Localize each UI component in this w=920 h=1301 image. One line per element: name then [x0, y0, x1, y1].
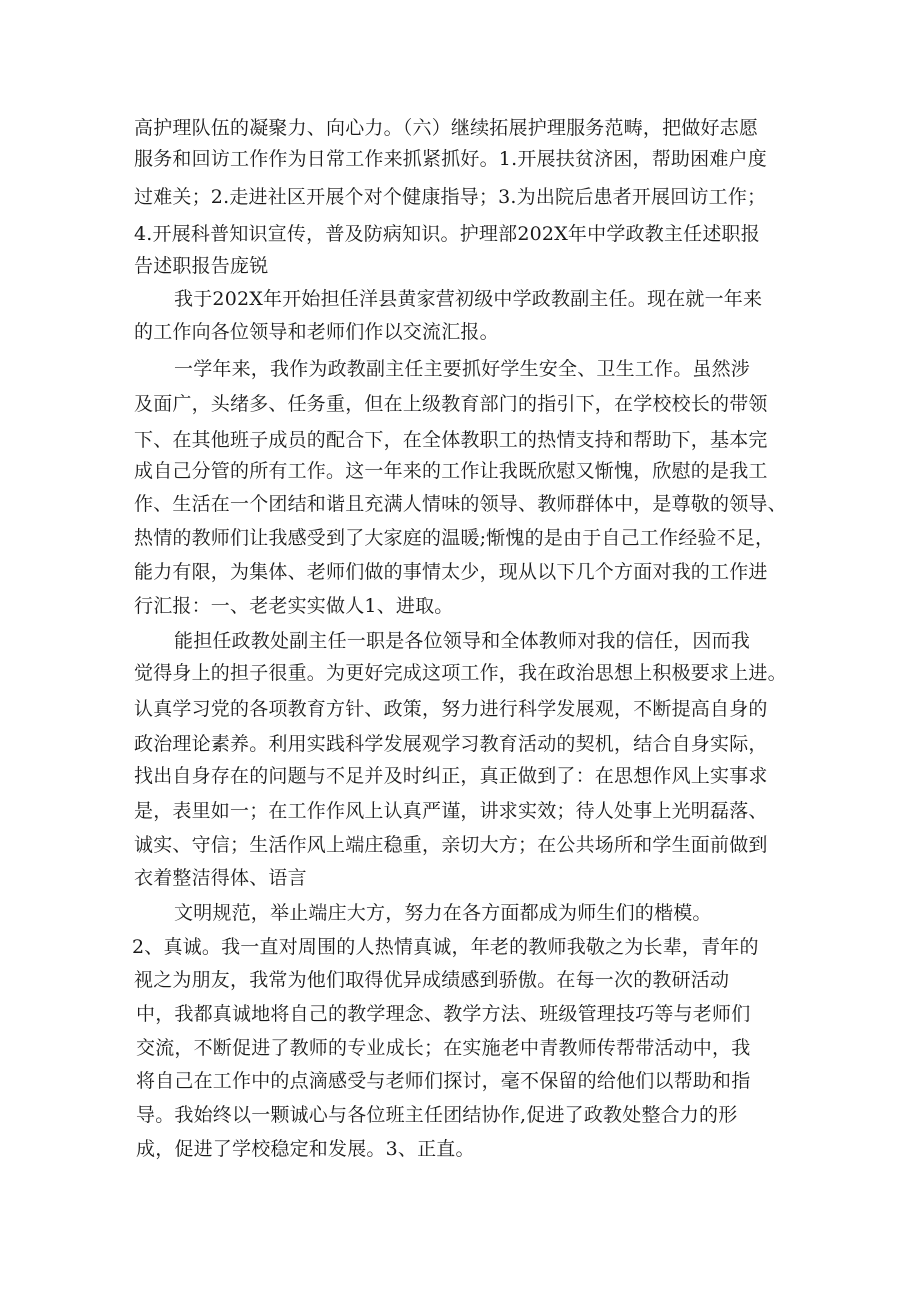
paragraph-start: 能担任政教处副主任一职是各位领导和全体教师对我的信任，因而我 — [174, 630, 751, 652]
text-line: 觉得身上的担子很重。为更好完成这项工作，我在政治思想上积极要求上进。 — [134, 662, 787, 684]
text-line: 中，我都真诚地将自己的教学理念、教学方法、班级管理技巧等与老师们 — [136, 1003, 751, 1025]
text-line: 作、生活在一个团结和谐且充满人情味的领导、教师群体中，是尊敬的领导、 — [134, 493, 787, 515]
paragraph-start: 文明规范，举止端庄大方，努力在各方面都成为师生们的楷模。 — [174, 902, 712, 924]
text-line: 及面广，头绪多、任务重，但在上级教育部门的指引下，在学校校长的带领 — [134, 393, 768, 415]
text-line: 导。我始终以一颗诚心与各位班主任团结协作,促进了政教处整合力的形 — [136, 1104, 738, 1126]
text-line: 下、在其他班子成员的配合下，在全体教职工的热情支持和帮助下，基本完 — [134, 429, 768, 451]
text-line: 行汇报：一、老老实实做人1、进取。 — [134, 595, 454, 617]
text-line: 找出自身存在的问题与不足并及时纠正，真正做到了：在思想作风上实事求 — [134, 765, 768, 787]
text-line: 能力有限，为集体、老师们做的事情太少，现从以下几个方面对我的工作进 — [134, 561, 768, 583]
text-line: 4.开展科普知识宣传，普及防病知识。护理部202X年中学政教主任述职报 — [134, 223, 760, 245]
text-line: 诚实、守信；生活作风上端庄稳重，亲切大方；在公共场所和学生面前做到 — [134, 834, 768, 856]
text-line: 成，促进了学校稳定和发展。3、正直。 — [136, 1138, 475, 1160]
text-line: 服务和回访工作作为日常工作来抓紧抓好。1.开展扶贫济困，帮助困难户度 — [134, 148, 767, 170]
text-line: 成自己分管的所有工作。这一年来的工作让我既欣慰又惭愧，欣慰的是我工 — [134, 460, 768, 482]
text-line: 热情的教师们让我感受到了大家庭的温暖;惭愧的是由于自己工作经验不足， — [134, 527, 775, 549]
text-line: 政治理论素养。利用实践科学发展观学习教育活动的契机，结合自身实际， — [134, 733, 768, 755]
text-line: 是，表里如一；在工作作风上认真严谨，讲求实效；待人处事上光明磊落、 — [134, 800, 768, 822]
text-line: 将自己在工作中的点滴感受与老师们探讨，毫不保留的给他们以帮助和指 — [136, 1070, 751, 1092]
paragraph-start: 我于202X年开始担任洋县黄家营初级中学政教副主任。现在就一年来 — [174, 288, 763, 310]
text-line: 2、真诚。我一直对周围的人热情真诚，年老的教师我敬之为长辈，青年的 — [132, 936, 759, 958]
text-line: 告述职报告庞锐 — [134, 255, 269, 277]
text-line: 视之为朋友，我常为他们取得优异成绩感到骄傲。在每一次的教研活动 — [134, 969, 730, 991]
text-line: 衣着整洁得体、语言 — [134, 867, 307, 889]
text-line: 过难关；2.走进社区开展个对个健康指导；3.为出院后患者开展回访工作； — [134, 186, 767, 208]
text-line: 认真学习党的各项教育方针、政策，努力进行科学发展观，不断提高自身的 — [134, 698, 768, 720]
paragraph-start: 一学年来，我作为政教副主任主要抓好学生安全、卫生工作。虽然涉 — [174, 358, 751, 380]
text-line: 高护理队伍的凝聚力、向心力。（六）继续拓展护理服务范畴，把做好志愿 — [134, 117, 759, 139]
text-line: 交流，不断促进了教师的专业成长；在实施老中青教师传帮带活动中，我 — [136, 1037, 751, 1059]
text-line: 的工作向各位领导和老师们作以交流汇报。 — [134, 321, 499, 343]
